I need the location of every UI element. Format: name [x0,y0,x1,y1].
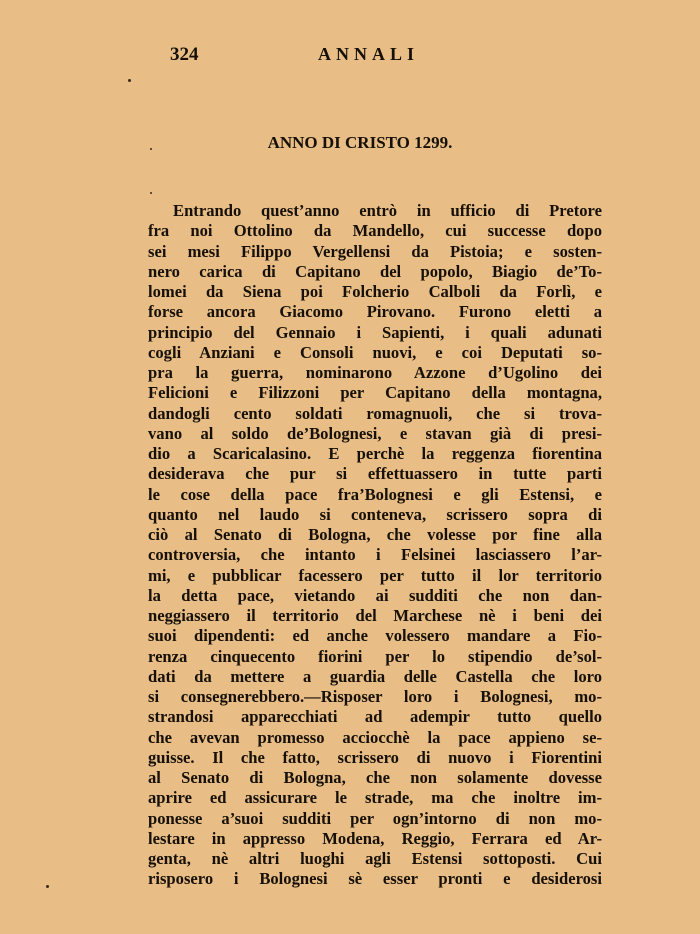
text-line: la detta pace, vietando ai sudditi che non dan- [148,585,602,605]
text-line: Entrando quest’anno entrò in ufficio di Pretore [173,201,602,220]
text-line: pra la guerra, nominarono Azzone d’Ugolino dei [148,363,602,382]
text-line: lestare in appresso Modena, Reggio, Ferrara ed Ar- [148,828,602,848]
text-line: aprire ed assicurare le strade, ma che inoltre im- [148,788,602,808]
text-line: ciò al Senato di Bologna, che volesse por fine alla [148,525,602,544]
text-line: le cose della pace fra’Bolognesi e gli Estensi, e [148,484,602,504]
text-line: principio del Gennaio i Sapienti, i quali adunati [148,322,602,342]
text-line: che avevan promesso acciocchè la pace appieno se- [148,727,602,747]
text-line: strandosi apparecchiati ad adempir tutto quello [148,707,602,727]
text-line: nero carica di Capitano del popolo, Biagio de’To- [148,261,602,281]
text-line: controversia, che intanto i Felsinei lasciassero l’ar- [148,545,602,565]
text-line: fra noi Ottolino da Mandello, cui successe dopo [148,221,602,241]
year-heading: ANNO DI CRISTO 1299. [267,133,453,152]
text-line: suoi dipendenti: ed anche volessero mandare a Fio- [148,626,602,646]
paper-speck [150,192,152,194]
text-line: genta, nè altri luoghi agli Estensi sottoposti. Cui [148,849,602,868]
page-number: 324 [170,44,199,65]
text-line: renza cinquecento fiorini per lo stipendio de’sol- [148,646,602,666]
text-line: dati da mettere a guardia delle Castella che loro [148,666,602,686]
text-line: guisse. Il che fatto, scrissero di nuovo i Fiorentini [148,747,602,767]
text-line: risposero i Bolognesi sè esser pronti e desiderosi [148,869,602,889]
text-line: neggiassero il territorio del Marchese nè i beni dei [148,606,602,625]
text-line: lomei da Siena poi Folcherio Calboli da Forlì, e [148,282,602,301]
text-line: mi, e pubblicar facessero per tutto il lor territorio [148,565,602,585]
body-paragraph [148,201,602,890]
text-line: Felicioni e Filizzoni per Capitano della montagna, [148,383,602,403]
text-line: si consegnerebbero.—Risposer loro i Bolognesi, mo- [148,687,602,706]
text-line: vano al soldo de’Bolognesi, e stavan già di presi- [148,423,602,443]
text-line: dandogli cento soldati romagnuoli, che si trova- [148,403,602,423]
text-line: al Senato di Bologna, che non solamente dovesse [148,768,602,787]
text-line: forse ancora Giacomo Pirovano. Furono eletti a [148,302,602,322]
running-title: ANNALI [318,44,420,64]
paper-speck [46,885,49,888]
text-line: quanto nel laudo si conteneva, scrissero sopra di [148,504,602,524]
paper-speck [128,79,131,82]
text-line: sei mesi Filippo Vergellensi da Pistoia; e sosten- [148,241,602,261]
text-line: dio a Scaricalasino. E perchè la reggenza fiorentina [148,444,602,463]
paper-speck [150,148,152,150]
text-line: ponesse a’suoi sudditi per ogn’intorno di non mo- [148,808,602,828]
text-line: cogli Anziani e Consoli nuovi, e coi Deputati so- [148,342,602,362]
text-line: desiderava che pur si effettuassero in tutte parti [148,464,602,484]
